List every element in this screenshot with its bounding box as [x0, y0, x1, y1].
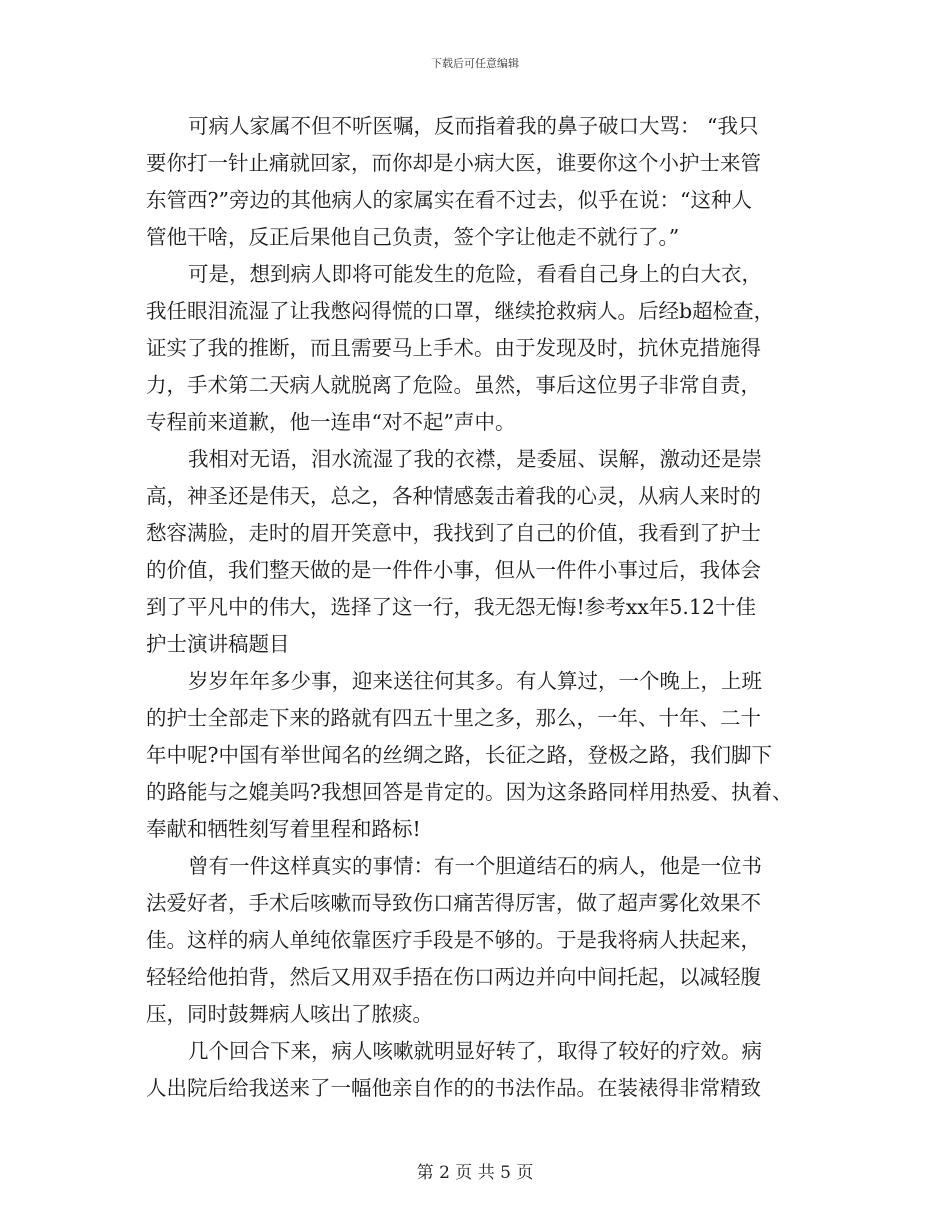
- text-line: 压，同时鼓舞病人咳出了脓痰。: [146, 1002, 433, 1026]
- text-line: 的价值，我们整天做的是一件件小事，但从一件件小事过后，我体会: [146, 558, 761, 582]
- text-line: 证实了我的推断，而且需要马上手术。由于发现及时，抗休克措施得: [146, 336, 761, 360]
- text-line: 岁岁年年多少事，迎来送往何其多。有人算过，一个晚上，上班: [188, 669, 762, 693]
- text-line: 的护士全部走下来的路就有四五十里之多，那么，一年、十年、二十: [146, 706, 761, 730]
- text-line: 到了平凡中的伟大，选择了这一行，我无怨无悔!参考xx年5.12十佳: [146, 595, 757, 619]
- text-line: 法爱好者，手术后咳嗽而导致伤口痛苦得厉害，做了超声雾化效果不: [146, 891, 761, 915]
- page-footer: 第 2 页 共 5 页: [416, 1163, 534, 1183]
- text-line: 可病人家属不但不听医嘱，反而指着我的鼻子破口大骂： “我只: [188, 114, 759, 138]
- text-line: 曾有一件这样真实的事情：有一个胆道结石的病人，他是一位书: [188, 854, 762, 878]
- text-line: 的路能与之媲美吗?我想回答是肯定的。因为这条路同样用热爱、执着、: [146, 780, 793, 804]
- text-line: 管他干啥，反正后果他自己负责，签个字让他走不就行了。”: [146, 225, 680, 249]
- text-line: 奉献和牺牲刻写着里程和路标!: [146, 817, 421, 841]
- text-line: 力，手术第二天病人就脱离了危险。虽然，事后这位男子非常自责，: [146, 373, 761, 397]
- text-line: 几个回合下来，病人咳嗽就明显好转了，取得了较好的疗效。病: [188, 1039, 762, 1063]
- text-line: 愁容满脸，走时的眉开笑意中，我找到了自己的价值，我看到了护士: [146, 521, 761, 545]
- text-line: 要你打一针止痛就回家，而你却是小病大医，谁要你这个小护士来管: [146, 151, 761, 175]
- text-line: 高，神圣还是伟天，总之，各种情感轰击着我的心灵，从病人来时的: [146, 484, 761, 508]
- text-line: 人出院后给我送来了一幅他亲自作的的书法作品。在装裱得非常精致: [146, 1076, 761, 1100]
- text-line: 可是，想到病人即将可能发生的危险，看看自己身上的白大衣，: [188, 262, 762, 286]
- text-line: 轻轻给他拍背，然后又用双手捂在伤口两边并向中间托起，以减轻腹: [146, 965, 761, 989]
- text-line: 东管西?”旁边的其他病人的家属实在看不过去，似乎在说：“这种人: [146, 188, 752, 212]
- text-line: 专程前来道歉，他一连串“对不起”声中。: [146, 410, 516, 434]
- text-line: 我相对无语，泪水流湿了我的衣襟，是委屈、误解，激动还是崇: [188, 447, 762, 471]
- text-line: 我任眼泪流湿了让我憋闷得慌的口罩，继续抢救病人。后经b超检查，: [146, 299, 775, 323]
- page-header: 下载后可任意编辑: [431, 57, 519, 70]
- text-line: 佳。这样的病人单纯依靠医疗手段是不够的。于是我将病人扶起来，: [146, 928, 761, 952]
- text-line: 年中呢?中国有举世闻名的丝绸之路，长征之路，登极之路，我们脚下: [146, 743, 772, 767]
- text-line: 护士演讲稿题目: [146, 632, 290, 656]
